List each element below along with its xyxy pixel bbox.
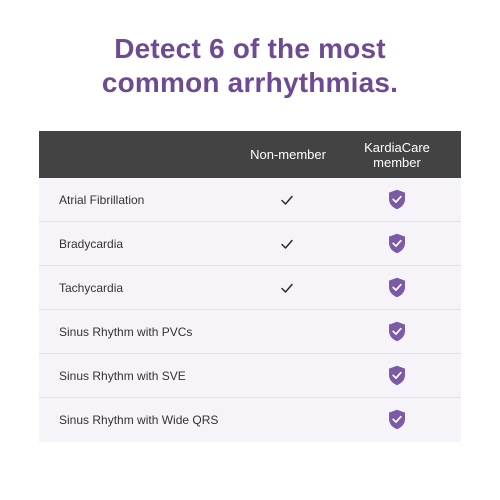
table-header: Non-member KardiaCare member [39, 131, 461, 178]
shield-check-icon [388, 277, 406, 298]
row-label: Atrial Fibrillation [59, 193, 145, 207]
shield-check-icon [388, 233, 406, 254]
headline-line-1: Detect 6 of the most [114, 33, 386, 64]
table-row [39, 398, 461, 442]
shield-check-icon [388, 189, 406, 210]
headline-line-2: common arrhythmias. [101, 67, 399, 98]
header-member-line-2: member [373, 154, 421, 170]
comparison-table [39, 131, 461, 442]
checkmark-icon [280, 281, 294, 295]
header-member-line-1: KardiaCare [364, 139, 430, 155]
row-label: Tachycardia [59, 281, 124, 295]
checkmark-icon [280, 193, 294, 207]
table-row [39, 266, 461, 310]
table-row [39, 310, 461, 354]
checkmark-icon [280, 237, 294, 251]
row-label: Sinus Rhythm with Wide QRS [59, 413, 219, 427]
shield-check-icon [388, 409, 406, 430]
table-row [39, 222, 461, 266]
row-label: Sinus Rhythm with PVCs [59, 325, 193, 339]
shield-check-icon [388, 321, 406, 342]
row-label: Bradycardia [59, 237, 124, 251]
row-label: Sinus Rhythm with SVE [59, 369, 186, 383]
table-row [39, 354, 461, 398]
shield-check-icon [388, 365, 406, 386]
table-body [39, 178, 461, 442]
page-headline [0, 32, 500, 100]
table-row [39, 178, 461, 222]
